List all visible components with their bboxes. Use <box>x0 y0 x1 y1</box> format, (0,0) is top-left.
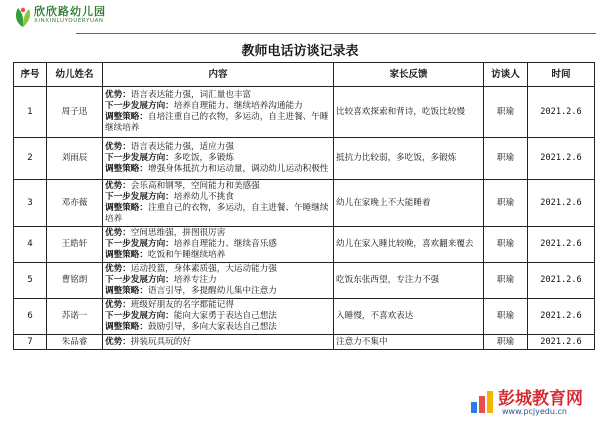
strength-line <box>105 264 331 275</box>
table-row <box>14 227 595 263</box>
parent-feedback: 注意力不集中 <box>334 335 484 350</box>
strength-line-label: 优势： <box>105 142 131 152</box>
child-name: 苏诺一 <box>47 299 103 335</box>
watermark-logo-icon <box>468 386 498 416</box>
strategy-line <box>105 164 331 175</box>
strategy-line-text: 语言引导，多提醒幼儿集中注意力 <box>147 286 277 296</box>
strategy-line-text: 注重自己的衣物，多运动，自主进餐、午睡继续培养 <box>105 203 329 224</box>
interviewer: 职瑜 <box>484 180 528 227</box>
direction-line-label: 下一步发展方向： <box>105 239 174 249</box>
direction-line-label: 下一步发展方向： <box>105 311 174 321</box>
strength-line-text: 拼装玩具玩的好 <box>130 336 191 347</box>
child-name: 王皓轩 <box>47 227 103 263</box>
strategy-line <box>105 322 331 333</box>
interview-date: 2021.2.6 <box>528 263 595 299</box>
direction-line-text: 培养专注力 <box>173 275 217 285</box>
child-name: 周子迅 <box>47 87 103 138</box>
direction-line-label: 下一步发展方向： <box>105 275 174 285</box>
strength-line <box>105 300 331 311</box>
direction-line <box>105 153 331 164</box>
table-row <box>14 180 595 227</box>
row-number: 6 <box>14 299 47 335</box>
interview-date: 2021.2.6 <box>528 335 595 350</box>
page-title: 教师电话访谈记录表 <box>241 44 359 59</box>
direction-line-label: 下一步发展方向： <box>105 101 174 111</box>
row-content <box>103 299 334 335</box>
col-header-date: 时间 <box>528 63 595 87</box>
parent-feedback: 吃饭东张西望，专注力不强 <box>334 263 484 299</box>
direction-line <box>105 239 331 250</box>
page-header <box>4 3 596 33</box>
row-content <box>103 263 334 299</box>
strategy-line-label: 调整策略： <box>105 112 148 122</box>
strategy-line-text: 自培注重自己的衣物，多运动，自主进餐、午睡继续培养 <box>105 112 329 133</box>
strength-line-label: 优势： <box>105 90 131 100</box>
interview-date: 2021.2.6 <box>528 138 595 180</box>
direction-line-label: 下一步发展方向： <box>105 153 174 163</box>
row-content <box>103 180 334 227</box>
leaf-logo-icon <box>12 5 34 29</box>
direction-line-text: 多吃饭，多锻炼 <box>173 153 234 163</box>
strategy-line-label: 调整策略： <box>105 250 148 260</box>
strategy-line <box>105 112 331 134</box>
strategy-line-label: 调整策略： <box>105 322 148 332</box>
strength-line <box>105 228 331 239</box>
strength-line <box>105 337 331 348</box>
strategy-line-text: 吃饭和午睡继续培养 <box>147 250 226 260</box>
strength-line <box>105 181 331 192</box>
child-name: 曹铭朗 <box>47 263 103 299</box>
strength-line <box>105 142 331 153</box>
interviewer: 职瑜 <box>484 138 528 180</box>
row-number: 7 <box>14 335 47 350</box>
strength-line-label: 优势： <box>105 336 131 347</box>
row-number: 4 <box>14 227 47 263</box>
col-header-no: 序号 <box>14 63 47 87</box>
direction-line-text: 能向大家勇于表达自己想法 <box>173 311 277 321</box>
strength-line-text: 会乐高和钢琴，空间能力和美感强 <box>130 181 260 191</box>
col-header-interviewer: 访谈人 <box>484 63 528 87</box>
strategy-line <box>105 203 331 225</box>
table-row <box>14 138 595 180</box>
direction-line-text: 培养幼儿不挑食 <box>173 192 234 202</box>
strength-line-text: 空间思维强，拼图很厉害 <box>130 228 226 238</box>
strategy-line <box>105 286 331 297</box>
interviewer: 职瑜 <box>484 335 528 350</box>
row-number: 5 <box>14 263 47 299</box>
interviewer: 职瑜 <box>484 227 528 263</box>
table-row <box>14 87 595 138</box>
strategy-line-label: 调整策略： <box>105 164 148 174</box>
child-name: 朱品睿 <box>47 335 103 350</box>
strength-line-text: 语言表达能力强，词汇量也丰富 <box>130 90 252 100</box>
strategy-line-label: 调整策略： <box>105 286 148 296</box>
direction-line <box>105 311 331 322</box>
strength-line-label: 优势： <box>105 264 131 274</box>
strength-line <box>105 90 331 101</box>
row-content <box>103 335 334 350</box>
interview-date: 2021.2.6 <box>528 87 595 138</box>
parent-feedback: 幼儿在家晚上不大能睡着 <box>334 180 484 227</box>
interviewer: 职瑜 <box>484 87 528 138</box>
interview-date: 2021.2.6 <box>528 180 595 227</box>
interviewer: 职瑜 <box>484 263 528 299</box>
col-header-name: 幼儿姓名 <box>47 63 103 87</box>
strength-line-label: 优势： <box>105 300 131 310</box>
col-header-content: 内容 <box>103 63 334 87</box>
strategy-line-text: 鼓励引导，多向大家表达自己想法 <box>147 322 277 332</box>
direction-line <box>105 275 331 286</box>
table-row <box>14 299 595 335</box>
strategy-line-label: 调整策略： <box>105 203 148 213</box>
child-name: 刘雨辰 <box>47 138 103 180</box>
row-content <box>103 87 334 138</box>
school-pinyin: XINXINLUYOUERYUAN <box>34 18 104 24</box>
parent-feedback: 幼儿在家入睡比较晚，喜欢翻来覆去 <box>334 227 484 263</box>
table-row <box>14 263 595 299</box>
row-content <box>103 227 334 263</box>
table-header-row <box>14 63 595 87</box>
strength-line-label: 优势： <box>105 181 131 191</box>
row-number: 3 <box>14 180 47 227</box>
strategy-line-text: 增强身体抵抗力和运动量，调动幼儿运动积极性 <box>147 164 329 174</box>
school-logo <box>12 3 132 31</box>
interviewer: 职瑜 <box>484 299 528 335</box>
parent-feedback: 比较喜欢探索和背诗，吃饭比较慢 <box>334 87 484 138</box>
row-content <box>103 138 334 180</box>
direction-line-label: 下一步发展方向： <box>105 192 174 202</box>
watermark-text: 彭城教育网 <box>498 389 583 409</box>
col-header-feedback: 家长反馈 <box>334 63 484 87</box>
strength-line-text: 运动投篮，身体素质强，大运动能力强 <box>130 264 277 274</box>
direction-line <box>105 101 331 112</box>
header-divider <box>76 33 596 34</box>
strength-line-text: 语言表达能力强，适应力强 <box>130 142 234 152</box>
strength-line-label: 优势： <box>105 228 131 238</box>
school-name: 欣欣路幼儿园 <box>34 5 106 18</box>
strategy-line <box>105 250 331 261</box>
strength-line-text: 班级好朋友的名字都能记得 <box>130 300 234 310</box>
parent-feedback: 入睡慢，不喜欢表达 <box>334 299 484 335</box>
direction-line-text: 培养自理能力、继续音乐感 <box>173 239 277 249</box>
direction-line <box>105 192 331 203</box>
row-number: 1 <box>14 87 47 138</box>
parent-feedback: 抵抗力比较弱，多吃饭，多锻炼 <box>334 138 484 180</box>
child-name: 邓亦薇 <box>47 180 103 227</box>
interview-date: 2021.2.6 <box>528 227 595 263</box>
site-watermark <box>468 382 598 422</box>
direction-line-text: 培养自理能力、继续培养沟通能力 <box>173 101 303 111</box>
table-row <box>14 335 595 350</box>
interview-date: 2021.2.6 <box>528 299 595 335</box>
watermark-url: www.pcjyedu.cn <box>502 407 567 416</box>
record-table <box>13 62 595 350</box>
row-number: 2 <box>14 138 47 180</box>
